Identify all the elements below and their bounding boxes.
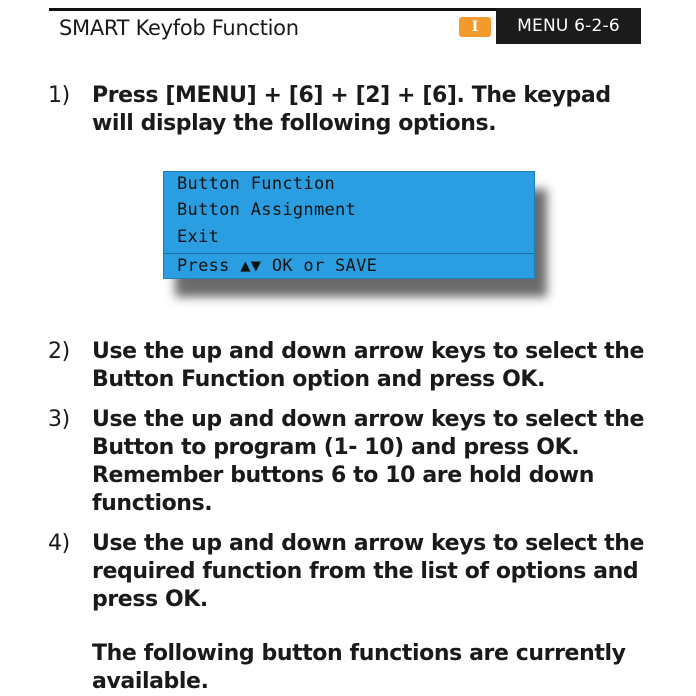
menu-code-badge: MENU 6-2-6 <box>496 8 641 44</box>
step-text: Use the up and down arrow keys to select the Button to program (1- 10) and press OK. Remember buttons 6 to 10 are hold down functions. <box>92 407 644 516</box>
step-number: 4) <box>48 531 70 556</box>
step-text: Use the up and down arrow keys to select the Button Function option and press OK. <box>92 339 644 392</box>
lcd-screen <box>163 171 535 279</box>
lcd-divider <box>164 253 534 254</box>
lcd-footer-prompt: Press ▲▼ OK or SAVE <box>177 256 378 276</box>
step-text: Press [MENU] + [6] + [2] + [6]. The keypad will display the following options. <box>92 83 611 136</box>
step-text: Use the up and down arrow keys to select the required function from the list of options and press OK. <box>92 531 644 612</box>
keypad-display <box>163 171 535 279</box>
step-number: 1) <box>48 83 70 108</box>
step-number: 2) <box>48 339 70 364</box>
section-header <box>49 8 641 44</box>
lcd-option-button-assignment: Button Assignment <box>177 200 357 220</box>
info-badge-icon: I <box>459 17 491 37</box>
section-title: SMART Keyfob Function <box>59 16 299 40</box>
lcd-option-exit: Exit <box>177 227 220 247</box>
step-number: 3) <box>48 407 70 432</box>
lcd-option-button-function: Button Function <box>177 174 336 194</box>
note-text: The following button functions are currently available. <box>92 641 626 694</box>
